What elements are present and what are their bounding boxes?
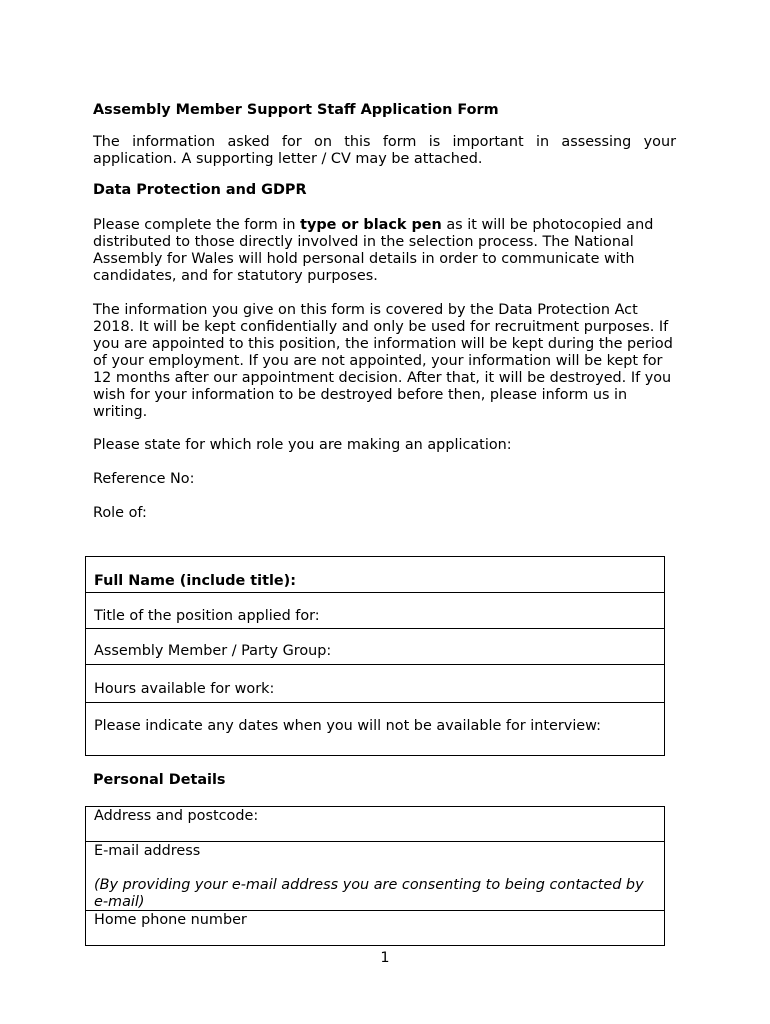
unavailable-dates-row[interactable] bbox=[86, 703, 664, 755]
data-protection-paragraph-2: The information you give on this form is covered by the Data Protection Act 2018. It will be kept confidentially and only be used for recruitment purposes. If you are appointed to this position, the information will be kept during the period of your employment. If you are not appointed, your information will be kept for 12 months after our appointment decision. After that, it will be destroyed. If you wish for your information to be destroyed before then, please inform us in writing. bbox=[93, 302, 673, 420]
email-label: E-mail address bbox=[94, 843, 201, 859]
data-protection-heading: Data Protection and GDPR bbox=[93, 182, 307, 198]
personal-details-heading: Personal Details bbox=[93, 772, 226, 788]
address-row[interactable] bbox=[86, 807, 664, 842]
full-name-label: Full Name (include title): bbox=[94, 573, 297, 589]
home-phone-row[interactable] bbox=[86, 911, 664, 945]
form-title: Assembly Member Support Staff Application Form bbox=[93, 102, 499, 118]
application-table bbox=[85, 556, 665, 756]
member-group-row[interactable] bbox=[86, 629, 664, 665]
intro-paragraph: The information asked for on this form is important in assessing your application. A supporting letter / CV may be attached. bbox=[93, 134, 676, 167]
position-title-label: Title of the position applied for: bbox=[94, 608, 320, 624]
para1-end: as it will be photocopied and distributed to those directly involved in the selection process. The National Assembly for Wales will hold personal details in order to communicate with candidates, and for statutory purposes. bbox=[93, 217, 654, 284]
email-row[interactable] bbox=[86, 842, 664, 911]
full-name-row[interactable] bbox=[86, 557, 664, 593]
para1-start: Please complete the form in bbox=[93, 217, 301, 233]
position-title-row[interactable] bbox=[86, 593, 664, 629]
reference-label: Reference No: bbox=[93, 471, 195, 487]
hours-row[interactable] bbox=[86, 665, 664, 703]
address-label: Address and postcode: bbox=[94, 808, 259, 824]
member-group-label: Assembly Member / Party Group: bbox=[94, 643, 332, 659]
unavailable-dates-label: Please indicate any dates when you will not be available for interview: bbox=[94, 718, 601, 734]
page-number: 1 bbox=[380, 950, 390, 966]
personal-details-table bbox=[85, 806, 665, 946]
email-consent-note: (By providing your e-mail address you are consenting to being contacted by e-mail) bbox=[94, 877, 644, 910]
type-or-black-pen-emphasis: type or black pen bbox=[300, 217, 442, 233]
home-phone-label: Home phone number bbox=[94, 912, 247, 928]
data-protection-paragraph-1 bbox=[93, 217, 676, 285]
hours-label: Hours available for work: bbox=[94, 681, 275, 697]
role-label: Role of: bbox=[93, 505, 147, 521]
role-prompt: Please state for which role you are making an application: bbox=[93, 437, 512, 453]
